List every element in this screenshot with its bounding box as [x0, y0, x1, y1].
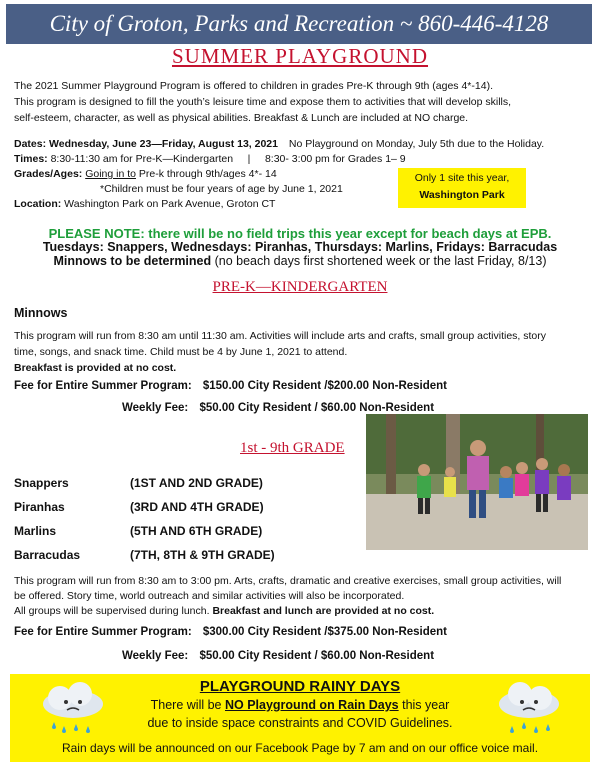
prek-weekly-row: [122, 402, 434, 414]
prek-description: [14, 328, 586, 376]
weekly-label: Weekly Fee:: [122, 650, 189, 662]
rainy-days-line2: due to inside space constraints and COVID Guidelines.: [147, 716, 453, 730]
group-piranhas: Piranhas: [14, 500, 65, 514]
group-piranhas-grades: (3RD AND 4TH GRADE): [130, 500, 264, 514]
rainy-days-title: PLAYGROUND RAINY DAYS: [199, 678, 401, 695]
times-row: [14, 153, 406, 165]
grades-heading: 1st - 9th GRADE: [240, 440, 345, 456]
intro-line: The 2021 Summer Playground Program is offered to children in grades Pre-K through 9th (ages 4*-14).: [14, 80, 493, 92]
rainy-days-announcement: Rain days will be announced on our Facebook Page by 7 am and on our office voice mail.: [61, 741, 539, 755]
intro-line: self-esteem, character, as well as physical abilities. Breakfast & Lunch are included at NO charge.: [14, 112, 469, 124]
site-note-box: [398, 168, 526, 208]
prek-breakfast-note: Breakfast is provided at no cost.: [14, 362, 177, 374]
prek-fee-row: [14, 380, 447, 392]
prek-group-name: Minnows: [14, 306, 68, 320]
grades-fee-row: [14, 626, 447, 638]
location-label: Location:: [14, 198, 62, 210]
minnows-rest: (no beach days first shortened week or the last Friday, 8/13): [211, 254, 547, 268]
campers-photo: [366, 414, 588, 550]
dates-note: No Playground on Monday, July 5th due to the Holiday.: [288, 138, 545, 150]
grades-value: Pre-k through 9th/ages 4*- 14: [136, 168, 277, 180]
group-barracudas: Barracudas: [14, 548, 81, 562]
times-label: Times:: [14, 153, 48, 165]
group-marlins-grades: (5TH AND 6TH GRADE): [130, 524, 263, 538]
prek-desc-line: time, songs, and snack time. Child must be 4 by June 1, 2021 to attend.: [14, 346, 348, 358]
group-snappers: Snappers: [14, 476, 69, 490]
fee-label: Fee for Entire Summer Program:: [14, 626, 192, 638]
beach-days: Tuesdays: Snappers, Wednesdays: Piranhas, Thursdays: Marlins, Fridays: Barracudas: [42, 240, 558, 254]
weekly-value: $50.00 City Resident / $60.00 Non-Resident: [199, 402, 435, 414]
grades-row: [14, 168, 277, 180]
prek-desc-line: This program will run from 8:30 am until 11:30 am. Activities will include arts and crafts, small group activities, story: [14, 330, 547, 342]
grades-description: [14, 574, 586, 619]
fee-value: $300.00 City Resident /$375.00 Non-Resident: [202, 626, 448, 638]
rain-emphasis: NO Playground on Rain Days: [224, 698, 399, 712]
header-banner: [6, 4, 592, 44]
supervision-note: All groups will be supervised during lunch.: [14, 605, 210, 617]
grades-label: Grades/Ages:: [14, 168, 83, 180]
minnows-bold: Minnows to be determined: [53, 254, 212, 268]
intro-line: This program is designed to fill the youth’s leisure time and expose them to activities that will develop skills,: [14, 96, 512, 108]
group-marlins: Marlins: [14, 524, 57, 538]
rain-text: There will be: [150, 698, 225, 712]
times-value: 8:30-11:30 am for Pre-K—Kindergarten | 8:30- 3:00 pm for Grades 1– 9: [50, 153, 406, 165]
banner-text: City of Groton, Parks and Recreation ~ 860-446-4128: [49, 11, 549, 36]
intro-paragraph: [14, 78, 586, 126]
location-value: Washington Park on Park Avenue, Groton CT: [64, 198, 276, 210]
minnows-beach-note: [0, 254, 600, 268]
weekly-value: $50.00 City Resident / $60.00 Non-Resident: [199, 650, 435, 662]
dates-value: Wednesday, June 23—Friday, August 13, 2021: [49, 138, 278, 150]
age-note: *Children must be four years of age by June 1, 2021: [100, 183, 343, 195]
field-trip-note: PLEASE NOTE: there will be no field trips this year except for beach days at EPB.: [48, 226, 552, 241]
location-row: [14, 198, 275, 210]
grades-desc-line: [14, 604, 586, 619]
grades-weekly-row: [122, 650, 434, 662]
meals-note: Breakfast and lunch are provided at no cost.: [209, 605, 435, 617]
grades-desc-line: This program will run from 8:30 am to 3:00 pm. Arts, crafts, dramatic and creative exercises, small group activities, will: [14, 575, 562, 587]
grades-underlined: Going in to: [85, 168, 136, 180]
group-snappers-grades: (1ST AND 2ND GRADE): [130, 476, 263, 490]
grades-desc-line: be offered. Story time, world outreach and similar activities will also be incorporated.: [14, 590, 405, 602]
page-title: SUMMER PLAYGROUND: [171, 44, 429, 68]
weekly-label: Weekly Fee:: [122, 402, 189, 414]
site-note-park: Washington Park: [419, 189, 505, 201]
fee-label: Fee for Entire Summer Program:: [14, 380, 192, 392]
dates-row: [14, 138, 544, 150]
dates-label: Dates:: [14, 138, 47, 150]
site-note-line: Only 1 site this year,: [414, 172, 510, 184]
rainy-days-line1: [0, 698, 600, 712]
fee-value: $150.00 City Resident /$200.00 Non-Resident: [202, 380, 448, 392]
group-barracudas-grades: (7TH, 8TH & 9TH GRADE): [130, 548, 275, 562]
prek-heading: PRE-K—KINDERGARTEN: [212, 279, 388, 295]
rain-text: this year: [398, 698, 450, 712]
